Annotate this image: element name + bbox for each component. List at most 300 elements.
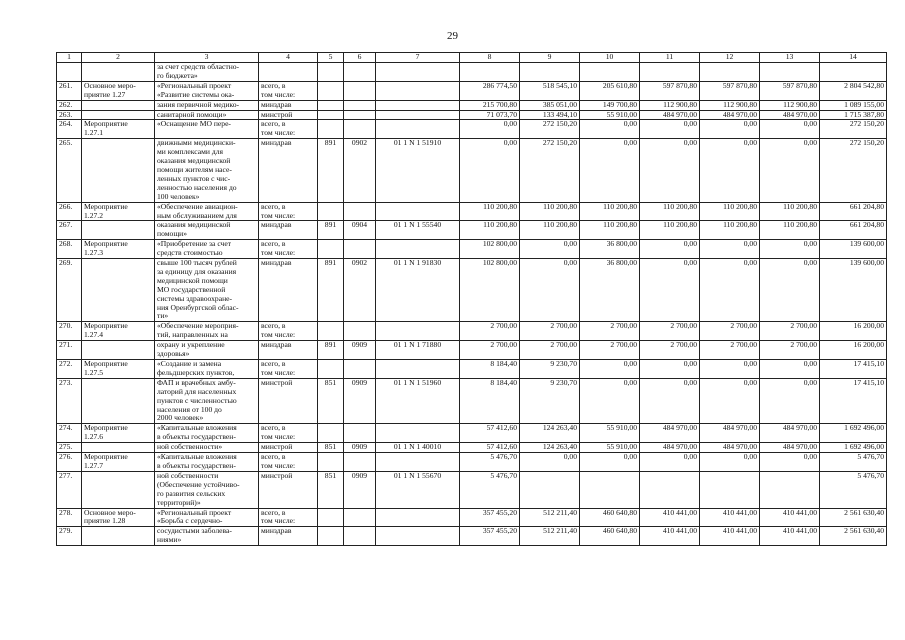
table-cell: 271. bbox=[57, 341, 82, 360]
table-cell: «Создание и замена фельдшерских пунктов, bbox=[155, 360, 259, 379]
column-header: 9 bbox=[520, 53, 580, 63]
table-cell: 2 561 630,40 bbox=[820, 508, 887, 527]
table-cell: 01 1 N 1 71880 bbox=[376, 341, 460, 360]
table-cell: 512 211,40 bbox=[520, 508, 580, 527]
header-row bbox=[57, 53, 887, 63]
table-cell: ной собственности» bbox=[155, 443, 259, 453]
column-header: 1 bbox=[57, 53, 82, 63]
table-cell: 357 455,20 bbox=[460, 527, 520, 546]
table-cell: 357 455,20 bbox=[460, 508, 520, 527]
table-cell: 0,00 bbox=[520, 259, 580, 322]
table-cell: 102 800,00 bbox=[460, 240, 520, 259]
table-cell: 484 970,00 bbox=[700, 110, 760, 120]
table-cell bbox=[82, 443, 155, 453]
table-cell: 278. bbox=[57, 508, 82, 527]
table-cell bbox=[344, 63, 376, 82]
table-cell: 460 640,80 bbox=[580, 527, 640, 546]
table-cell: 16 200,00 bbox=[820, 341, 887, 360]
table-cell: 139 600,00 bbox=[820, 259, 887, 322]
table-cell bbox=[760, 63, 820, 82]
table-cell: 0902 bbox=[344, 139, 376, 202]
table-cell: 0,00 bbox=[700, 378, 760, 424]
table-row bbox=[57, 120, 887, 139]
table-cell: Мероприятие 1.27.4 bbox=[82, 322, 155, 341]
table-cell: 518 545,10 bbox=[520, 81, 580, 100]
table-cell: минздрав bbox=[259, 139, 318, 202]
table-cell: Мероприятие 1.27.3 bbox=[82, 240, 155, 259]
table-cell: сосудистыми заболева- ниями» bbox=[155, 527, 259, 546]
table-cell: 110 200,80 bbox=[760, 202, 820, 221]
table-cell: 110 200,80 bbox=[760, 221, 820, 240]
table-cell bbox=[376, 508, 460, 527]
table-cell: зания первичной медико- bbox=[155, 100, 259, 110]
table-cell: 36 800,00 bbox=[580, 240, 640, 259]
table-cell bbox=[700, 63, 760, 82]
table-cell bbox=[344, 81, 376, 100]
table-row bbox=[57, 63, 887, 82]
table-cell bbox=[344, 120, 376, 139]
table-cell: 0904 bbox=[344, 221, 376, 240]
table-cell bbox=[82, 221, 155, 240]
table-cell: движными медицински- ми комплексами для оказания медицинской помощи жителям насе- ленных пунктов с чис- ленностью населения до 100 человек» bbox=[155, 139, 259, 202]
table-cell: Мероприятие 1.27.1 bbox=[82, 120, 155, 139]
column-header: 12 bbox=[700, 53, 760, 63]
table-cell: Мероприятие 1.27.2 bbox=[82, 202, 155, 221]
table-cell: 112 900,80 bbox=[640, 100, 700, 110]
table-cell: всего, в том числе: bbox=[259, 453, 318, 472]
table-cell: 410 441,00 bbox=[640, 527, 700, 546]
table-cell: 410 441,00 bbox=[640, 508, 700, 527]
table-cell: 661 204,80 bbox=[820, 221, 887, 240]
table-cell bbox=[376, 322, 460, 341]
table-cell: 2 561 630,40 bbox=[820, 527, 887, 546]
table-cell: 17 415,10 bbox=[820, 360, 887, 379]
column-header: 6 bbox=[344, 53, 376, 63]
table-cell bbox=[520, 63, 580, 82]
table-cell: «Региональный проект «Борьба с сердечно- bbox=[155, 508, 259, 527]
table-cell bbox=[318, 322, 344, 341]
table-cell: за счет средств областно- го бюджета» bbox=[155, 63, 259, 82]
table-cell: 1 715 387,80 bbox=[820, 110, 887, 120]
table-cell bbox=[376, 453, 460, 472]
table-cell: 272 150,20 bbox=[520, 139, 580, 202]
table-cell: 36 800,00 bbox=[580, 259, 640, 322]
table-cell bbox=[318, 508, 344, 527]
table-cell: 110 200,80 bbox=[700, 202, 760, 221]
table-cell: 484 970,00 bbox=[760, 424, 820, 443]
table-cell: 0909 bbox=[344, 378, 376, 424]
table-cell: «Капитальные вложения в объекты государствен- bbox=[155, 424, 259, 443]
table-cell: 265. bbox=[57, 139, 82, 202]
table-cell bbox=[376, 120, 460, 139]
table-cell bbox=[376, 360, 460, 379]
table-row bbox=[57, 443, 887, 453]
table-cell: 0,00 bbox=[760, 139, 820, 202]
table-cell: 2 700,00 bbox=[460, 341, 520, 360]
table-cell bbox=[376, 527, 460, 546]
table-cell: 110 200,80 bbox=[640, 202, 700, 221]
table-cell: 0,00 bbox=[640, 360, 700, 379]
table-cell bbox=[700, 471, 760, 508]
table-cell bbox=[318, 453, 344, 472]
table-row bbox=[57, 360, 887, 379]
table-cell bbox=[760, 471, 820, 508]
table-cell: 16 200,00 bbox=[820, 322, 887, 341]
column-header: 14 bbox=[820, 53, 887, 63]
table-row bbox=[57, 471, 887, 508]
table-cell: 891 bbox=[318, 341, 344, 360]
table-cell bbox=[344, 424, 376, 443]
table-cell bbox=[376, 110, 460, 120]
table-cell: 261. bbox=[57, 81, 82, 100]
table-cell: всего, в том числе: bbox=[259, 424, 318, 443]
table-cell: 71 073,70 bbox=[460, 110, 520, 120]
table-cell: 8 184,40 bbox=[460, 378, 520, 424]
table-cell: 0,00 bbox=[700, 360, 760, 379]
table-cell: 124 263,40 bbox=[520, 424, 580, 443]
table-cell: 1 089 155,00 bbox=[820, 100, 887, 110]
table-cell: 2 700,00 bbox=[520, 322, 580, 341]
table-cell: 0,00 bbox=[760, 240, 820, 259]
table-cell: 102 800,00 bbox=[460, 259, 520, 322]
table-cell: 0,00 bbox=[460, 120, 520, 139]
table-cell: ФАП и врачебных амбу- латорий для населенных пунктов с численностью населения от 100 до 2000 человек» bbox=[155, 378, 259, 424]
column-header: 4 bbox=[259, 53, 318, 63]
table-cell bbox=[820, 63, 887, 82]
table-cell: 0,00 bbox=[640, 240, 700, 259]
table-cell bbox=[318, 360, 344, 379]
table-cell: 110 200,80 bbox=[640, 221, 700, 240]
table-cell: 2 700,00 bbox=[640, 322, 700, 341]
table-cell: 110 200,80 bbox=[520, 202, 580, 221]
table-cell bbox=[376, 202, 460, 221]
table-cell: «Капитальные вложения в объекты государствен- bbox=[155, 453, 259, 472]
table-cell: 0,00 bbox=[640, 378, 700, 424]
table-cell: 0,00 bbox=[700, 453, 760, 472]
table-cell: 851 bbox=[318, 378, 344, 424]
table-cell: всего, в том числе: bbox=[259, 202, 318, 221]
table-cell: 110 200,80 bbox=[520, 221, 580, 240]
table-cell bbox=[344, 453, 376, 472]
table-cell: 57 412,60 bbox=[460, 443, 520, 453]
table-cell: 0,00 bbox=[760, 360, 820, 379]
table-cell: 484 970,00 bbox=[640, 424, 700, 443]
table-cell: «Обеспечение мероприя- тий, направленных на bbox=[155, 322, 259, 341]
table-cell: 01 1 N 1 51910 bbox=[376, 139, 460, 202]
table-cell: Основное меро- приятие 1.28 bbox=[82, 508, 155, 527]
table-cell: 0,00 bbox=[700, 259, 760, 322]
table-cell: 5 476,70 bbox=[820, 453, 887, 472]
table-cell: 55 910,00 bbox=[580, 424, 640, 443]
table-cell: минстрой bbox=[259, 443, 318, 453]
table-cell: 0,00 bbox=[700, 139, 760, 202]
table-cell: 0,00 bbox=[700, 120, 760, 139]
table-cell bbox=[376, 424, 460, 443]
table-cell: 0909 bbox=[344, 341, 376, 360]
table-cell: 9 230,70 bbox=[520, 360, 580, 379]
table-cell: 0,00 bbox=[460, 139, 520, 202]
table-cell: 2 700,00 bbox=[760, 322, 820, 341]
table-cell: 01 1 N 1 55540 bbox=[376, 221, 460, 240]
table-cell bbox=[318, 63, 344, 82]
table-cell: 112 900,80 bbox=[760, 100, 820, 110]
table-cell bbox=[318, 240, 344, 259]
table-cell: 512 211,40 bbox=[520, 527, 580, 546]
table-cell: 110 200,80 bbox=[580, 221, 640, 240]
table-cell: 484 970,00 bbox=[760, 443, 820, 453]
table-cell: 263. bbox=[57, 110, 82, 120]
table-cell: Основное меро- приятие 1.27 bbox=[82, 81, 155, 100]
table-cell: 0,00 bbox=[640, 139, 700, 202]
table-cell: 0,00 bbox=[520, 453, 580, 472]
table-cell: 01 1 N 1 51960 bbox=[376, 378, 460, 424]
table-cell: 110 200,80 bbox=[700, 221, 760, 240]
table-cell: «Региональный проект «Развитие системы ока- bbox=[155, 81, 259, 100]
table-cell bbox=[259, 63, 318, 82]
table-cell: «Оснащение МО пере- bbox=[155, 120, 259, 139]
table-cell: 0,00 bbox=[640, 259, 700, 322]
table-cell: 286 774,50 bbox=[460, 81, 520, 100]
table-cell: 267. bbox=[57, 221, 82, 240]
table-cell bbox=[318, 202, 344, 221]
table-cell: 1 692 496,00 bbox=[820, 424, 887, 443]
table-cell: 215 700,80 bbox=[460, 100, 520, 110]
table-cell bbox=[376, 240, 460, 259]
table-cell: 0,00 bbox=[580, 139, 640, 202]
table-cell: 277. bbox=[57, 471, 82, 508]
table-cell: 01 1 N 1 91830 bbox=[376, 259, 460, 322]
column-header: 13 bbox=[760, 53, 820, 63]
column-header: 11 bbox=[640, 53, 700, 63]
table-cell bbox=[318, 110, 344, 120]
table-cell: 2 700,00 bbox=[520, 341, 580, 360]
table-cell: 5 476,70 bbox=[460, 471, 520, 508]
table-cell: 272 150,20 bbox=[520, 120, 580, 139]
table-cell: 110 200,80 bbox=[580, 202, 640, 221]
table-cell: 2 804 542,80 bbox=[820, 81, 887, 100]
table-cell: 262. bbox=[57, 100, 82, 110]
table-cell: 2 700,00 bbox=[700, 322, 760, 341]
table-cell: 851 bbox=[318, 471, 344, 508]
table-cell: 597 870,80 bbox=[640, 81, 700, 100]
table-cell: 597 870,80 bbox=[760, 81, 820, 100]
table-cell: Мероприятие 1.27.6 bbox=[82, 424, 155, 443]
table-cell: 57 412,60 bbox=[460, 424, 520, 443]
table-cell bbox=[82, 527, 155, 546]
table-cell bbox=[57, 63, 82, 82]
budget-table bbox=[56, 52, 887, 546]
table-cell: 891 bbox=[318, 139, 344, 202]
table-row bbox=[57, 453, 887, 472]
table-cell: 268. bbox=[57, 240, 82, 259]
table-cell: 2 700,00 bbox=[760, 341, 820, 360]
table-cell: 55 910,00 bbox=[580, 110, 640, 120]
table-row bbox=[57, 202, 887, 221]
table-cell: 5 476,70 bbox=[460, 453, 520, 472]
table-cell: 124 263,40 bbox=[520, 443, 580, 453]
table-cell: 661 204,80 bbox=[820, 202, 887, 221]
table-row bbox=[57, 139, 887, 202]
table-row bbox=[57, 110, 887, 120]
table-cell: 410 441,00 bbox=[700, 508, 760, 527]
table-cell: минздрав bbox=[259, 100, 318, 110]
table-cell: 410 441,00 bbox=[760, 508, 820, 527]
column-header: 7 bbox=[376, 53, 460, 63]
table-cell: 0902 bbox=[344, 259, 376, 322]
table-cell bbox=[82, 471, 155, 508]
table-cell bbox=[344, 527, 376, 546]
table-cell bbox=[640, 471, 700, 508]
table-cell bbox=[82, 63, 155, 82]
table-cell bbox=[82, 110, 155, 120]
page-number: 29 bbox=[447, 30, 458, 42]
table-cell bbox=[344, 240, 376, 259]
table-cell bbox=[520, 471, 580, 508]
table-cell bbox=[344, 100, 376, 110]
table-cell bbox=[376, 63, 460, 82]
table-cell: 891 bbox=[318, 221, 344, 240]
table-cell: 385 051,00 bbox=[520, 100, 580, 110]
table-cell bbox=[344, 360, 376, 379]
table-cell: 205 610,80 bbox=[580, 81, 640, 100]
table-cell bbox=[344, 202, 376, 221]
table-cell: 0,00 bbox=[700, 240, 760, 259]
table-cell: 273. bbox=[57, 378, 82, 424]
table-cell: 0909 bbox=[344, 443, 376, 453]
table-cell: 484 970,00 bbox=[700, 424, 760, 443]
table-cell bbox=[376, 100, 460, 110]
table-row bbox=[57, 259, 887, 322]
table-cell: 269. bbox=[57, 259, 82, 322]
table-cell: минстрой bbox=[259, 378, 318, 424]
table-cell bbox=[344, 508, 376, 527]
table-cell bbox=[82, 378, 155, 424]
column-header: 3 bbox=[155, 53, 259, 63]
table-cell bbox=[376, 81, 460, 100]
table-cell: охрану и укрепление здоровья» bbox=[155, 341, 259, 360]
table-cell: 139 600,00 bbox=[820, 240, 887, 259]
table-cell: 272. bbox=[57, 360, 82, 379]
table-cell: 266. bbox=[57, 202, 82, 221]
table-cell: 0,00 bbox=[580, 378, 640, 424]
table-cell: 275. bbox=[57, 443, 82, 453]
table-row bbox=[57, 322, 887, 341]
table-cell: ной собственности (Обеспечение устойчиво- го развития сельских территорий)» bbox=[155, 471, 259, 508]
table-row bbox=[57, 508, 887, 527]
table-cell: 410 441,00 bbox=[700, 527, 760, 546]
table-row bbox=[57, 527, 887, 546]
table-cell: минстрой bbox=[259, 471, 318, 508]
table-cell: всего, в том числе: bbox=[259, 81, 318, 100]
column-header: 2 bbox=[82, 53, 155, 63]
table-cell: минстрой bbox=[259, 110, 318, 120]
table-row bbox=[57, 424, 887, 443]
table-row bbox=[57, 378, 887, 424]
table-row bbox=[57, 100, 887, 110]
table-cell: 0,00 bbox=[760, 259, 820, 322]
table-cell: 484 970,00 bbox=[700, 443, 760, 453]
table-cell: 0,00 bbox=[580, 453, 640, 472]
table-cell: 0,00 bbox=[640, 453, 700, 472]
table-cell: 2 700,00 bbox=[640, 341, 700, 360]
table-cell: 410 441,00 bbox=[760, 527, 820, 546]
table-row bbox=[57, 221, 887, 240]
table-cell: 2 700,00 bbox=[580, 341, 640, 360]
table-cell: 2 700,00 bbox=[460, 322, 520, 341]
table-cell: 2 700,00 bbox=[580, 322, 640, 341]
table-cell bbox=[82, 341, 155, 360]
table-cell: минздрав bbox=[259, 221, 318, 240]
table-cell: 17 415,10 bbox=[820, 378, 887, 424]
table-cell: 5 476,70 bbox=[820, 471, 887, 508]
table-cell bbox=[318, 100, 344, 110]
table-cell: 55 910,00 bbox=[580, 443, 640, 453]
table-cell: 264. bbox=[57, 120, 82, 139]
table-cell bbox=[344, 322, 376, 341]
table-cell: всего, в том числе: bbox=[259, 322, 318, 341]
table-cell: 8 184,40 bbox=[460, 360, 520, 379]
table-cell: 279. bbox=[57, 527, 82, 546]
table-cell bbox=[580, 471, 640, 508]
table-row bbox=[57, 341, 887, 360]
table-cell: 460 640,80 bbox=[580, 508, 640, 527]
table-cell: 110 200,80 bbox=[460, 221, 520, 240]
table-cell: 01 1 N 1 40010 bbox=[376, 443, 460, 453]
table-row bbox=[57, 240, 887, 259]
table-row bbox=[57, 81, 887, 100]
table-cell: 272 150,20 bbox=[820, 139, 887, 202]
table-cell: 1 692 496,00 bbox=[820, 443, 887, 453]
table-cell: 0,00 bbox=[580, 120, 640, 139]
table-cell: 0,00 bbox=[760, 378, 820, 424]
table-cell: 276. bbox=[57, 453, 82, 472]
table-cell: 484 970,00 bbox=[640, 443, 700, 453]
table-cell: всего, в том числе: bbox=[259, 120, 318, 139]
table-cell bbox=[580, 63, 640, 82]
table-cell bbox=[82, 259, 155, 322]
table-cell bbox=[344, 110, 376, 120]
table-cell: санитарной помощи» bbox=[155, 110, 259, 120]
table-cell: оказания медицинской помощи» bbox=[155, 221, 259, 240]
table-cell: 133 494,10 bbox=[520, 110, 580, 120]
table-cell: всего, в том числе: bbox=[259, 240, 318, 259]
table-cell bbox=[318, 424, 344, 443]
table-cell: 597 870,80 bbox=[700, 81, 760, 100]
table-cell bbox=[460, 63, 520, 82]
table-cell: Мероприятие 1.27.7 bbox=[82, 453, 155, 472]
column-header: 8 bbox=[460, 53, 520, 63]
table-cell: 0,00 bbox=[760, 453, 820, 472]
table-cell: 01 1 N 1 55670 bbox=[376, 471, 460, 508]
table-cell: минздрав bbox=[259, 259, 318, 322]
table-cell: «Приобретение за счет средств стоимостью bbox=[155, 240, 259, 259]
table-cell: 0,00 bbox=[580, 360, 640, 379]
table-cell: минздрав bbox=[259, 527, 318, 546]
table-cell bbox=[318, 120, 344, 139]
table-cell: Мероприятие 1.27.5 bbox=[82, 360, 155, 379]
table-cell: 484 970,00 bbox=[640, 110, 700, 120]
table-cell bbox=[82, 139, 155, 202]
table-cell: 0,00 bbox=[640, 120, 700, 139]
table-cell: свыше 100 тысяч рублей за единицу для оказания медицинской помощи МО государственной системы здравоохране- ния Оренбургской облас- ти» bbox=[155, 259, 259, 322]
table-cell: 0,00 bbox=[760, 120, 820, 139]
table-cell: 851 bbox=[318, 443, 344, 453]
column-header: 5 bbox=[318, 53, 344, 63]
table-cell: 270. bbox=[57, 322, 82, 341]
table-cell: 149 700,80 bbox=[580, 100, 640, 110]
table-cell: 891 bbox=[318, 259, 344, 322]
table-cell: 0,00 bbox=[520, 240, 580, 259]
